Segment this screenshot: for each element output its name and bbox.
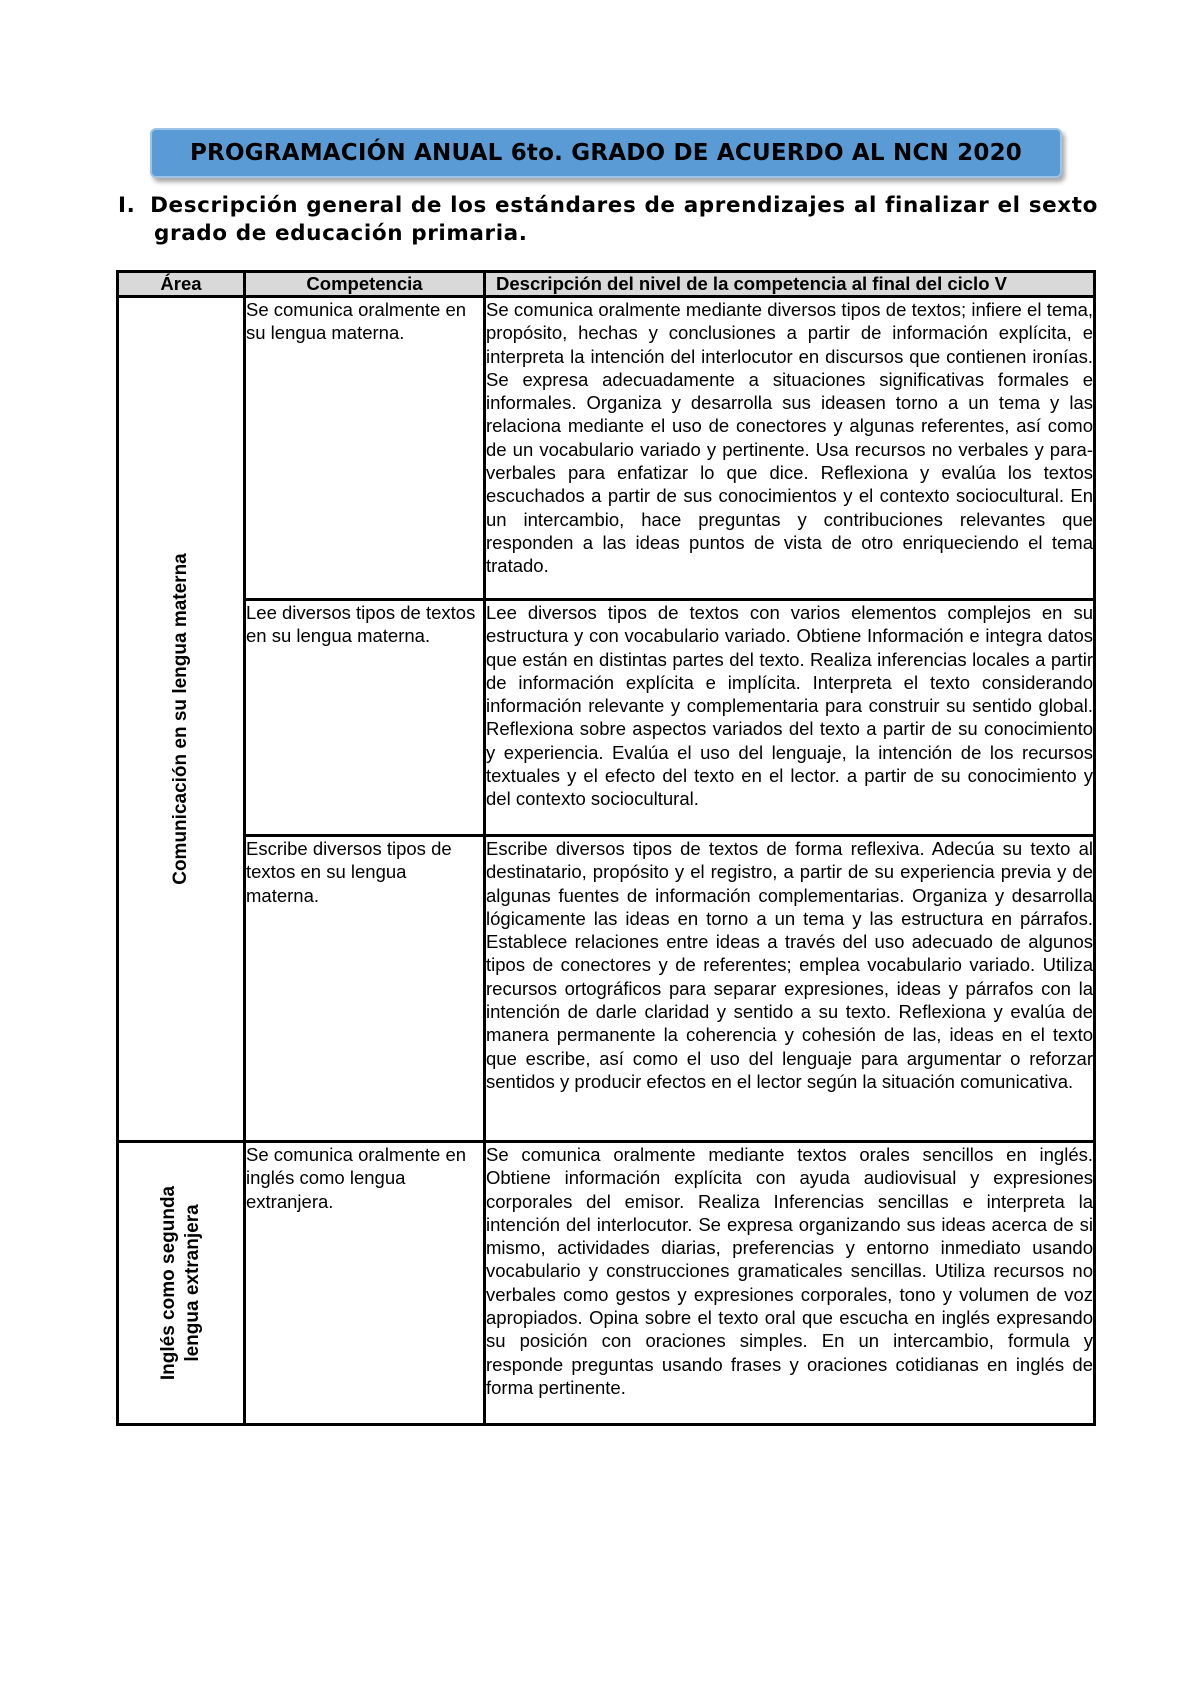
- descripcion-cell: Escribe diversos tipos de textos de forma reflexiva. Adecúa su texto al destinatario, propósito y el registro, a partir de su experiencia previa y de algunas fuentes de información complementarias. Organiza y desarrolla lógicamente las ideas en torno a un tema y las estructura en párrafos. Establece relaciones entre ideas a través del uso adecuado de algunos tipos de conectores y de referentes; emplea vocabulario variado. Utiliza recursos ortográficos para separar expresiones, ideas y párrafos con la intención de darle claridad y sentido a su texto. Reflexiona y evalúa de manera permanente la coherencia y cohesión de las, ideas en el texto que escribe, así como el uso del lenguaje para argumentar o reforzar sentidos y producir efectos en el lector según la situación comunicativa.: [485, 836, 1095, 1142]
- table-row: [118, 297, 1095, 600]
- table-row: [118, 1142, 1095, 1425]
- competencia-cell: Escribe diversos tipos de textos en su lengua materna.: [245, 836, 485, 1142]
- section-title-line2: grado de educación primaria.: [154, 221, 528, 246]
- section-title-line1: Descripción general de los estándares de aprendizajes al finalizar el sexto: [150, 193, 1098, 218]
- descripcion-cell: Se comunica oralmente mediante diversos tipos de textos; infiere el tema, propósito, hechas y conclusiones a partir de información explícita, e interpreta la intención del interlocutor en discursos que contienen ironías. Se expresa adecuadamente a situaciones significativas formales e informales. Organiza y desarrolla sus ideasen torno a un tema y las relaciona mediante el uso de conectores y algunas referentes, así como de un vocabulario variado y pertinente. Usa recursos no verbales y para-verbales para enfatizar lo que dice. Reflexiona y evalúa los textos escuchados a partir de sus conocimientos y el contexto sociocultural. En un intercambio, hace preguntas y contribuciones relevantes que responden a las ideas puntos de vista de otro enriqueciendo el tema tratado.: [485, 297, 1095, 600]
- header-area: Área: [118, 272, 245, 297]
- standards-table: [116, 270, 1096, 1426]
- competencia-cell: Lee diversos tipos de textos en su lengua materna.: [245, 600, 485, 836]
- competencia-cell: Se comunica oralmente en inglés como lengua extranjera.: [245, 1142, 485, 1425]
- document-title: PROGRAMACIÓN ANUAL 6to. GRADO DE ACUERDO AL NCN 2020: [189, 140, 1022, 166]
- area-label-ingles: Inglés como segunda lengua extranjera: [158, 1185, 203, 1381]
- area-label-comunicacion: Comunicación en su lengua materna: [170, 553, 191, 885]
- table-row: [118, 600, 1095, 836]
- section-number: I.: [118, 193, 136, 218]
- descripcion-cell: Lee diversos tipos de textos con varios elementos complejos en su estructura y con vocabulario variado. Obtiene Información e integra datos que están en distintas partes del texto. Realiza inferencias locales a partir de información explícita e implícita. Interpreta el texto considerando información relevante y complementaria para construir su sentido global. Reflexiona sobre aspectos variados del texto a partir de su conocimiento y experiencia. Evalúa el uso del lenguaje, la intención de los recursos textuales y el efecto del texto en el lector. a partir de su conocimiento y del contexto sociocultural.: [485, 600, 1095, 836]
- table-row: [118, 836, 1095, 1142]
- descripcion-cell: Se comunica oralmente mediante textos orales sencillos en inglés. Obtiene información explícita con ayuda audiovisual y expresiones corporales del emisor. Realiza Inferencias sencillas e interpreta la intención del interlocutor. Se expresa organizando sus ideas acerca de si mismo, actividades diarias, preferencias y entorno inmediato usando vocabulario y construcciones gramaticales sencillas. Utiliza recursos no verbales como gestos y expresiones corporales, tono y volumen de voz apropiados. Opina sobre el texto oral que escucha en inglés expresando su posición con oraciones simples. En un intercambio, formula y responde preguntas usando frases y oraciones cotidianas en inglés de forma pertinente.: [485, 1142, 1095, 1425]
- document-title-box: [150, 128, 1062, 178]
- table-header-row: [118, 272, 1095, 297]
- competencia-cell: Se comunica oralmente en su lengua materna.: [245, 297, 485, 600]
- section-heading: [118, 192, 1100, 248]
- header-competencia: Competencia: [245, 272, 485, 297]
- area-cell-comunicacion: [118, 297, 245, 1142]
- header-descripcion: Descripción del nivel de la competencia al final del ciclo V: [485, 272, 1095, 297]
- area-cell-ingles: [118, 1142, 245, 1425]
